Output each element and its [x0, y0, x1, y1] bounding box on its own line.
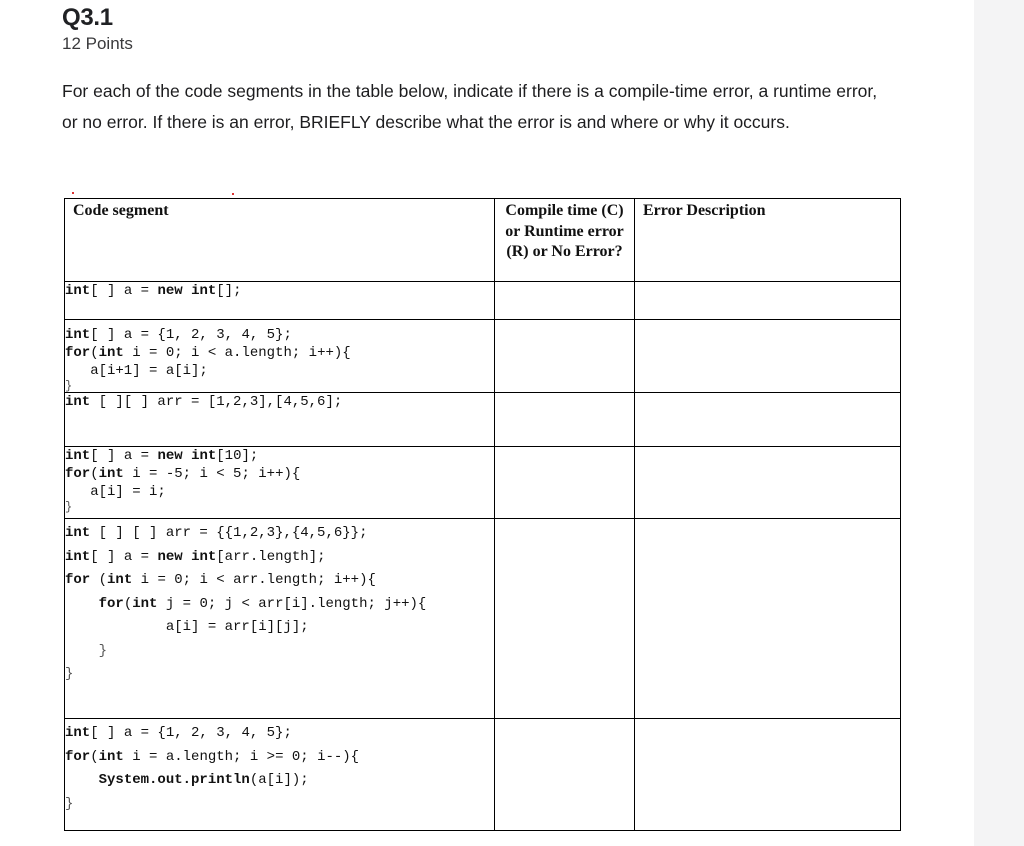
code-cell	[65, 447, 495, 519]
table-row	[65, 719, 901, 831]
code-line: int [ ] [ ] arr = {{1,2,3},{4,5,6}};	[65, 525, 368, 541]
code-line: }	[65, 795, 74, 812]
question-title: Q3.1	[62, 4, 113, 31]
table-row	[65, 282, 901, 320]
stray-red-mark	[72, 192, 74, 194]
code-line: int[ ] a = new int[10];	[65, 448, 259, 464]
header-error-description: Error Description	[635, 199, 901, 282]
code-line: }	[65, 500, 73, 514]
answer-cell[interactable]	[495, 447, 635, 519]
code-line: int[ ] a = {1, 2, 3, 4, 5};	[65, 725, 292, 741]
stray-red-mark	[232, 193, 234, 195]
header-compile-runtime: Compile time (C) or Runtime error (R) or No Error?	[495, 199, 635, 282]
description-cell[interactable]	[635, 393, 901, 447]
code-cell	[65, 282, 495, 320]
code-line: int[ ] a = new int[];	[65, 283, 242, 299]
code-segments-table	[64, 198, 901, 831]
description-cell[interactable]	[635, 519, 901, 719]
code-line: int[ ] a = new int[arr.length];	[65, 548, 326, 565]
table-header-row	[65, 199, 901, 282]
description-cell[interactable]	[635, 719, 901, 831]
code-line: }	[65, 666, 74, 682]
code-line: int[ ] a = {1, 2, 3, 4, 5};	[65, 327, 292, 343]
description-cell[interactable]	[635, 447, 901, 519]
answer-cell[interactable]	[495, 719, 635, 831]
code-cell	[65, 393, 495, 447]
code-line: a[i] = i;	[65, 484, 166, 500]
table-row	[65, 320, 901, 393]
code-line: for(int i = -5; i < 5; i++){	[65, 466, 301, 482]
table-row	[65, 447, 901, 519]
code-cell	[65, 320, 495, 393]
answer-cell[interactable]	[495, 519, 635, 719]
code-line: a[i] = arr[i][j];	[65, 619, 309, 635]
header-code-segment: Code segment	[65, 199, 495, 282]
question-prompt: For each of the code segments in the table below, indicate if there is a compile-time error, a runtime error, or no error. If there is an error, BRIEFLY describe what the error is and where or why it occurs.	[62, 81, 878, 132]
code-cell	[65, 519, 495, 719]
code-line: a[i+1] = a[i];	[65, 363, 208, 379]
answer-cell[interactable]	[495, 393, 635, 447]
description-cell[interactable]	[635, 320, 901, 393]
table-row	[65, 519, 901, 719]
code-line: int [ ][ ] arr = [1,2,3],[4,5,6];	[65, 394, 343, 410]
code-line: for(int i = a.length; i >= 0; i--){	[65, 748, 360, 765]
code-cell	[65, 719, 495, 831]
code-line: System.out.println(a[i]);	[98, 772, 309, 788]
answer-cell[interactable]	[495, 282, 635, 320]
code-line: for (int i = 0; i < arr.length; i++){	[65, 572, 376, 588]
table-row	[65, 393, 901, 447]
code-line: }	[65, 379, 73, 393]
description-cell[interactable]	[635, 282, 901, 320]
code-line: for(int j = 0; j < arr[i].length; j++){	[98, 595, 427, 612]
answer-cell[interactable]	[495, 320, 635, 393]
code-line: }	[65, 642, 108, 659]
question-points: 12 Points	[62, 34, 133, 53]
code-line: for(int i = 0; i < a.length; i++){	[65, 345, 351, 361]
